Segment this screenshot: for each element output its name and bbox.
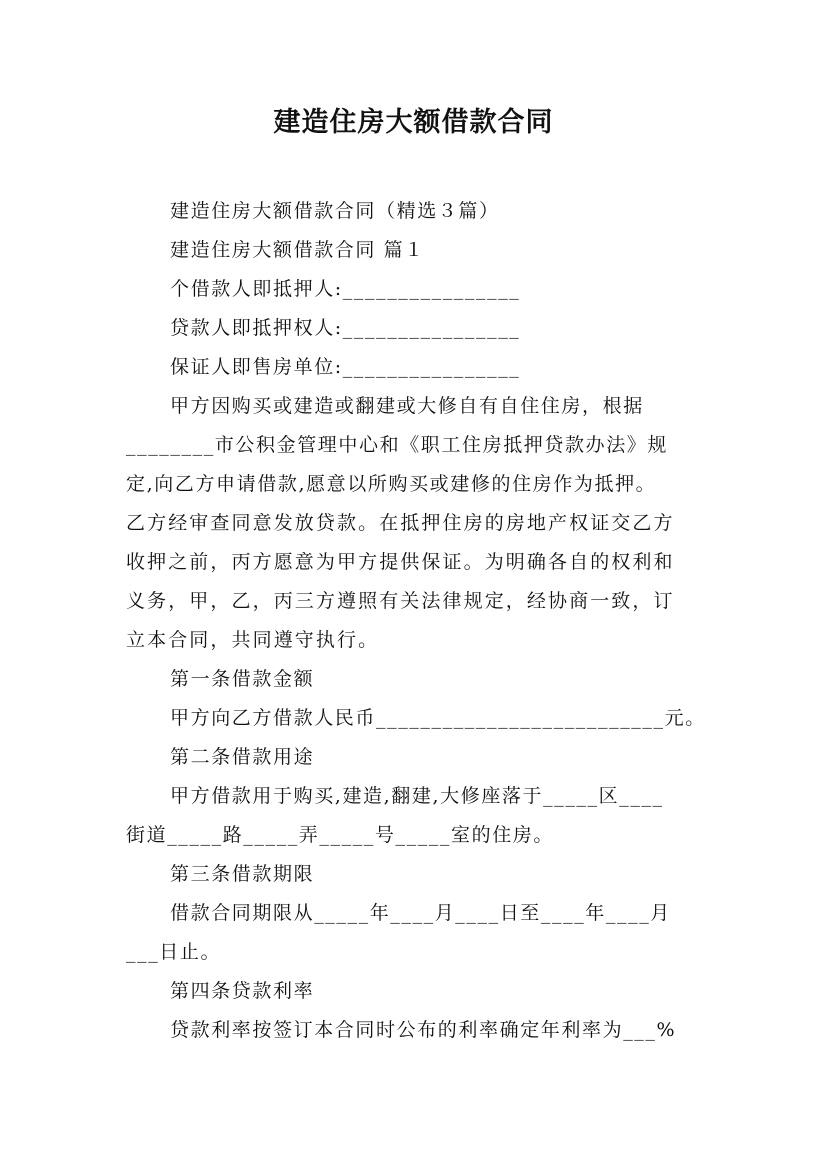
- article-heading: 第二条借款用途: [170, 746, 315, 768]
- article-heading: 第三条借款期限: [170, 863, 315, 885]
- paragraph-line: 乙方经审查同意发放贷款。在抵押住房的房地产权证交乙方: [126, 512, 675, 534]
- article-heading: 第一条借款金额: [170, 668, 315, 690]
- paragraph-line: ________市公积金管理中心和《职工住房抵押贷款办法》规: [126, 434, 669, 456]
- paragraph-line: ___日止。: [126, 941, 222, 963]
- paragraph-line: 立本合同，共同遵守执行。: [126, 629, 380, 651]
- borrower-field: 个借款人即抵押人:________________: [170, 278, 521, 300]
- paragraph-line: 贷款利率按签订本合同时公布的利率确定年利率为___%: [170, 1019, 677, 1041]
- paragraph-line: 甲方向乙方借款人民币__________________________元。: [170, 707, 706, 729]
- lender-field: 贷款人即抵押权人:________________: [170, 317, 521, 339]
- guarantor-field: 保证人即售房单位:________________: [170, 356, 521, 378]
- paragraph-line: 义务，甲，乙，丙三方遵照有关法律规定，经协商一致，订: [126, 590, 675, 612]
- subtitle-line: 建造住房大额借款合同（精选３篇）: [170, 200, 500, 222]
- paragraph-line: 甲方因购买或建造或翻建或大修自有自住住房，根据: [170, 395, 644, 417]
- paragraph-line: 定,向乙方申请借款,愿意以所购买或建修的住房作为抵押。: [126, 473, 657, 495]
- paragraph-line: 街道_____路_____弄_____号_____室的住房。: [126, 824, 555, 846]
- section-heading: 建造住房大额借款合同 篇１: [170, 239, 425, 261]
- article-heading: 第四条贷款利率: [170, 980, 315, 1002]
- document-title: 建造住房大额借款合同: [273, 107, 554, 138]
- paragraph-line: 收押之前，丙方愿意为甲方提供保证。为明确各自的权利和: [126, 551, 675, 573]
- paragraph-line: 借款合同期限从_____年____月____日至____年____月: [170, 902, 671, 924]
- paragraph-line: 甲方借款用于购买,建造,翻建,大修座落于_____区____: [170, 785, 664, 807]
